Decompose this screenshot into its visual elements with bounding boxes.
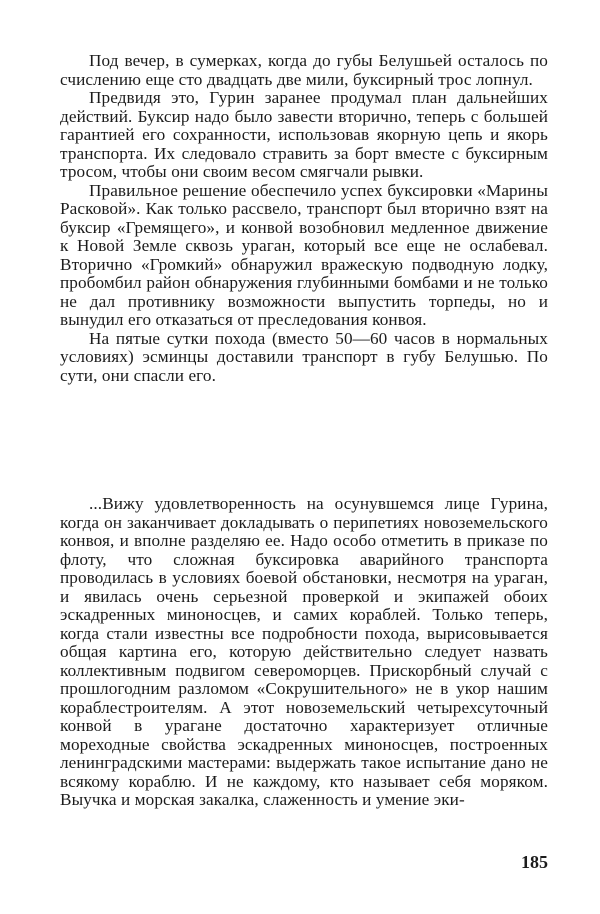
text-section-2 [60, 495, 548, 810]
page-number: 185 [521, 852, 548, 872]
paragraph: ...Вижу удовлетворенность на осунувшемся лице Гурина, когда он заканчивает докладывать о перипетиях новоземельского конвоя, и вполне разделяю ее. Надо особо отметить в приказе по флоту, что сложная буксировка аварийного транспорта проводилась в условиях боевой обстановки, несмотря на ураган, и явилась очень серьезной проверкой и экипажей обоих эскадренных миноносцев, и самих кораблей. Только теперь, когда стали известны все подробности похода, вырисовывается общая картина его, которую действительно следует назвать коллективным подвигом североморцев. Прискорбный случай с прошлогодним разломом «Сокрушительного» не в укор нашим кораблестроителям. А этот новоземельский четырехсуточный конвой в урагане достаточно характеризует отличные мореходные свойства эскадренных миноносцев, построенных ленинградскими мастерами: выдержать такое испытание дано не всякому кораблю. И не каждому, кто называет себя моряком. Выучка и морская закалка, слаженность и умение эки- [60, 494, 548, 809]
paragraph: Под вечер, в сумерках, когда до губы Белушьей осталось по счислению еще сто двадцать две мили, буксирный трос лопнул. [60, 51, 548, 89]
paragraph: Правильное решение обеспечило успех буксировки «Марины Расковой». Как только рассвело, транспорт был вторично взят на буксир «Гремящего», и конвой возобновил медленное движение к Новой Земле сквозь ураган, который все еще не ослабевал. Вторично «Громкий» обнаружил вражескую подводную лодку, пробомбил район обнаружения глубинными бомбами и не только не дал противнику возможности выпустить торпеды, но и вынудил его отказаться от преследования конвоя. [60, 180, 548, 329]
paragraph: На пятые сутки похода (вместо 50—60 часов в нормальных условиях) эсминцы доставили транспорт в губу Белушью. По сути, они спасли его. [60, 328, 548, 385]
text-section-1 [60, 52, 548, 385]
paragraph: Предвидя это, Гурин заранее продумал план дальнейших действий. Буксир надо было завести вторично, теперь с большей гарантией его сохранности, использовав якорную цепь и якорь транспорта. Их следовало стравить за борт вместе с буксирным тросом, чтобы они своим весом смягчали рывки. [60, 88, 548, 181]
